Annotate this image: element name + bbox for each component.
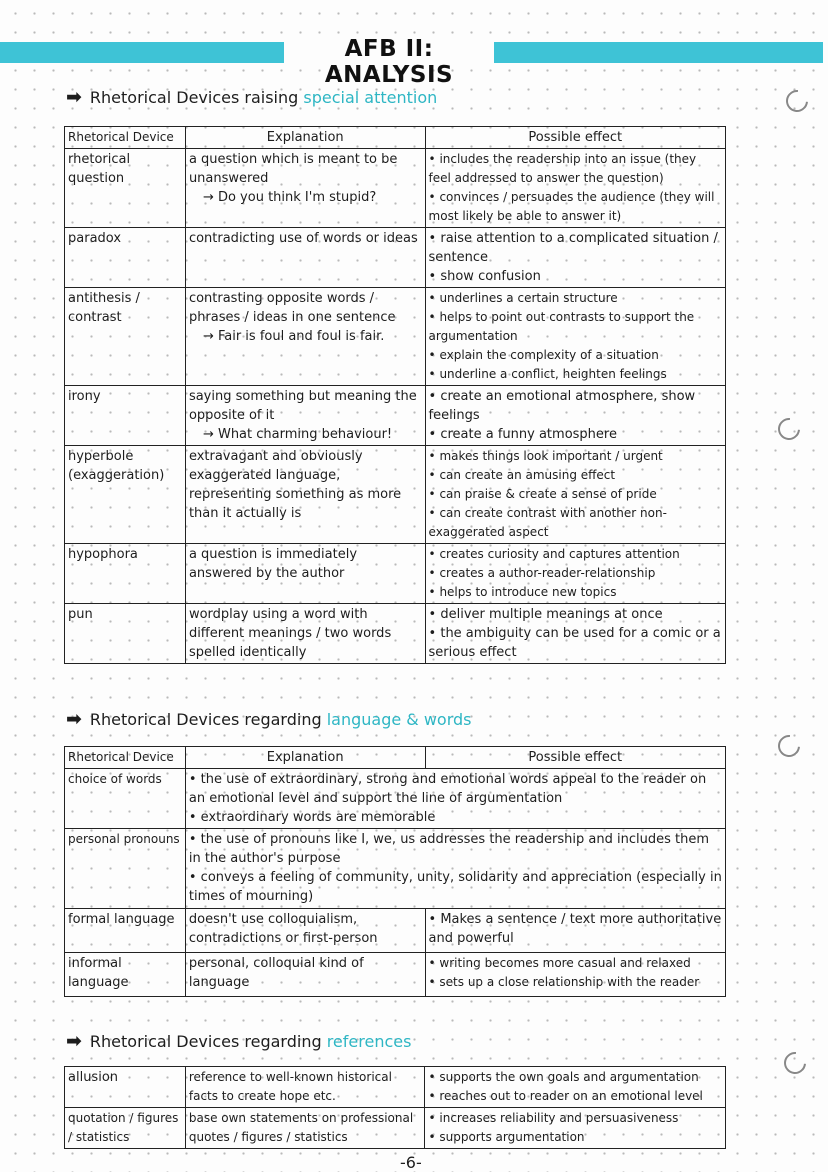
section3-table <box>64 1066 726 1149</box>
table-header-row <box>65 747 726 769</box>
device-explanation <box>185 386 425 446</box>
effect-item: • can create contrast with another non-exaggerated aspect <box>429 504 722 542</box>
effect-item: • convinces / persuades the audience (they will most likely be able to answer it) <box>429 188 722 226</box>
effect-item: • reaches out to reader on an emotional level <box>428 1087 722 1106</box>
device-explanation: base own statements on professional quotes / figures / statistics <box>185 1108 425 1149</box>
device-effects <box>425 288 725 386</box>
device-name: allusion <box>65 1067 186 1108</box>
effect-item: • writing becomes more casual and relaxed <box>429 954 723 973</box>
effect-item: • sets up a close relationship with the reader <box>429 973 723 992</box>
device-effects <box>425 1067 726 1108</box>
table-row <box>65 288 726 386</box>
arrow-right-icon: ➡ <box>66 708 82 730</box>
explanation-line: contradicting use of words or ideas <box>188 231 418 246</box>
section1-table <box>64 126 726 664</box>
table-row <box>65 1108 726 1149</box>
table-row <box>65 953 726 997</box>
header-effect: Possible effect <box>425 127 725 149</box>
section1-heading-highlight: special attention <box>303 88 438 107</box>
device-effects <box>425 228 725 288</box>
effect-item: • can praise & create a sense of pride <box>429 485 722 504</box>
device-name: hyperbole (exaggeration) <box>65 446 186 544</box>
device-effects <box>425 544 725 604</box>
table-row <box>65 228 726 288</box>
device-explanation <box>185 544 425 604</box>
device-effects <box>425 149 725 228</box>
header-device: Rhetorical Device <box>65 747 186 769</box>
description-point: • extraordinary words are memorable <box>189 808 722 827</box>
binder-ring-icon <box>782 86 813 117</box>
effect-item: • creates curiosity and captures attention <box>429 545 722 564</box>
binder-ring-icon <box>774 414 805 445</box>
explanation-example: → Fair is foul and foul is fair. <box>202 329 385 344</box>
table-row <box>65 1067 726 1108</box>
page-title: AFB II: ANALYSIS <box>324 36 454 88</box>
section3-heading <box>66 1030 411 1052</box>
device-name: personal pronouns <box>65 829 186 909</box>
device-name: choice of words <box>65 769 186 829</box>
section3-heading-text: Rhetorical Devices regarding <box>89 1032 327 1051</box>
section2-table <box>64 746 726 997</box>
binder-ring-icon <box>774 731 805 762</box>
effect-item: • increases reliability and persuasiveness <box>428 1109 722 1128</box>
device-name: pun <box>65 604 186 664</box>
device-name: formal language <box>65 909 186 953</box>
effect-item: • makes things look important / urgent <box>429 447 722 466</box>
explanation-line: a question which is meant to be unanswered <box>188 152 398 186</box>
device-effects <box>425 909 726 953</box>
section1-heading-text: Rhetorical Devices raising <box>89 88 304 107</box>
table-row <box>65 386 726 446</box>
explanation-example: → What charming behaviour! <box>202 427 393 442</box>
effect-item: • includes the readership into an issue (they feel addressed to answer the question) <box>429 150 722 188</box>
effect-item: • show confusion <box>429 267 722 286</box>
binder-ring-icon <box>780 1048 811 1079</box>
explanation-example: → Do you think I'm stupid? <box>202 190 377 205</box>
device-name: paradox <box>65 228 186 288</box>
device-name: quotation / figures / statistics <box>65 1108 186 1149</box>
effect-item: • helps to point out contrasts to support the argumentation <box>429 308 722 346</box>
device-explanation <box>185 149 425 228</box>
effect-item: • creates a author-reader-relationship <box>429 564 722 583</box>
device-effects <box>425 1108 726 1149</box>
device-name: irony <box>65 386 186 446</box>
device-effects <box>425 604 725 664</box>
explanation-line: contrasting opposite words / phrases / ideas in one sentence <box>188 291 396 325</box>
table-header-row <box>65 127 726 149</box>
explanation-line: extravagant and obviously exaggerated language, representing something as more than it actually is <box>188 449 402 521</box>
description-point: • conveys a feeling of community, unity, solidarity and appreciation (especially in times of mourning) <box>189 868 722 906</box>
explanation-line: wordplay using a word with different meanings / two words spelled identically <box>188 607 392 660</box>
device-explanation: personal, colloquial kind of language <box>185 953 425 997</box>
arrow-right-icon: ➡ <box>66 86 82 108</box>
device-description <box>185 769 725 829</box>
section2-heading <box>66 708 472 730</box>
effect-item: • the ambiguity can be used for a comic or a serious effect <box>429 624 722 662</box>
effect-item: • explain the complexity of a situation <box>429 346 722 365</box>
effect-item: • create an emotional atmosphere, show feelings <box>429 387 722 425</box>
header-explanation: Explanation <box>185 127 425 149</box>
table-row <box>65 604 726 664</box>
header-device: Rhetorical Device <box>65 127 186 149</box>
device-name: rhetorical question <box>65 149 186 228</box>
header-explanation: Explanation <box>185 747 425 769</box>
device-explanation <box>185 288 425 386</box>
device-explanation: reference to well-known historical facts to create hope etc. <box>185 1067 425 1108</box>
device-name: antithesis / contrast <box>65 288 186 386</box>
effect-item: • can create an amusing effect <box>429 466 722 485</box>
section1-heading <box>66 86 437 108</box>
device-description <box>185 829 725 909</box>
effect-item: • create a funny atmosphere <box>429 425 722 444</box>
device-explanation: doesn't use colloquialism, contradictions or first-person <box>185 909 425 953</box>
effect-item: • helps to introduce new topics <box>429 583 722 602</box>
description-point: • the use of pronouns like I, we, us addresses the readership and includes them in the author's purpose <box>189 830 722 868</box>
page-number: -6- <box>400 1153 422 1172</box>
table-row <box>65 909 726 953</box>
table-row <box>65 149 726 228</box>
section3-heading-highlight: references <box>326 1032 412 1051</box>
table-row <box>65 769 726 829</box>
explanation-line: saying something but meaning the opposite of it <box>188 389 417 423</box>
section2-heading-text: Rhetorical Devices regarding <box>89 710 327 729</box>
effect-item: • supports the own goals and argumentation <box>428 1068 722 1087</box>
arrow-right-icon: ➡ <box>66 1030 82 1052</box>
explanation-line: a question is immediately answered by the author <box>188 547 358 581</box>
effect-item: • raise attention to a complicated situation / sentence <box>429 229 722 267</box>
device-explanation <box>185 604 425 664</box>
effect-item: • underlines a certain structure <box>429 289 722 308</box>
table-row <box>65 829 726 909</box>
header-effect: Possible effect <box>425 747 726 769</box>
effect-item: • deliver multiple meanings at once <box>429 605 722 624</box>
section2-heading-highlight: language & words <box>326 710 472 729</box>
device-effects <box>425 386 725 446</box>
device-explanation <box>185 446 425 544</box>
effect-item: • Makes a sentence / text more authoritative and powerful <box>429 910 723 948</box>
device-effects <box>425 446 725 544</box>
effect-item: • supports argumentation <box>428 1128 722 1147</box>
device-effects <box>425 953 726 997</box>
device-name: informal language <box>65 953 186 997</box>
device-explanation <box>185 228 425 288</box>
table-row <box>65 544 726 604</box>
table-row <box>65 446 726 544</box>
effect-item: • underline a conflict, heighten feelings <box>429 365 722 384</box>
device-name: hypophora <box>65 544 186 604</box>
description-point: • the use of extraordinary, strong and emotional words appeal to the reader on an emotional level and support the line of argumentation <box>189 770 722 808</box>
